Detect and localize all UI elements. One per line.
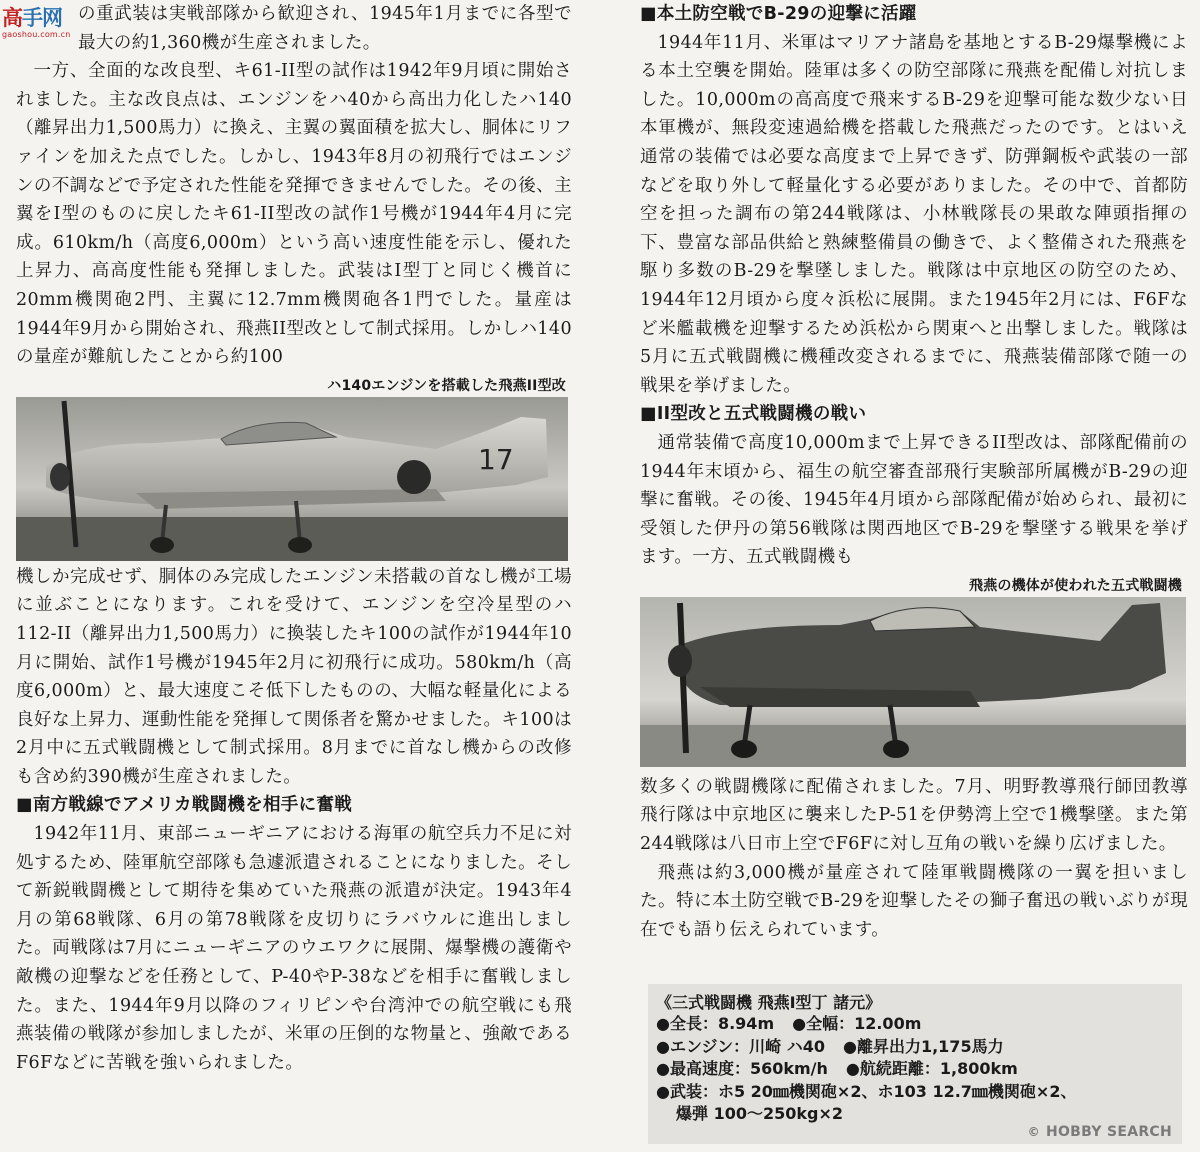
photo-ki61-ii-kai: [16, 397, 568, 561]
left-paragraph-1: の重武装は実戦部隊から歓迎され、1945年1月までに各型で最大の約1,360機が生産されました。: [78, 4, 572, 53]
spec-range: ●航続距離：1,800km: [845, 1059, 1018, 1078]
section-heading-south-front: ■南方戦線でアメリカ戦闘機を相手に奮戦: [16, 795, 353, 816]
brand-text: HOBBY SEARCH: [1045, 1124, 1172, 1140]
aircraft-photo-2: [640, 597, 1186, 767]
right-paragraph-1: 1944年11月、米軍はマリアナ諸島を基地とするB-29爆撃機による本土空襲を開始。陸軍は多くの防空部隊に飛燕を配備し対抗しました。10,000mの高高度で飛来するB-29を迎撃可能な数少ない日本軍機が、無段変速過給機を搭載した飛燕だったのです。とはいえ通常の装備では必要な高度まで上昇できず、防弾鋼板や武装の一部などを取り外して軽量化する必要がありました。その中で、首都防空を担った調布の第244戦隊は、小林戦隊長の果敢な陣頭指揮の下、豊富な部品供給と熟練整備員の働きで、よく整備された飛燕を駆り多数のB-29を撃墜しました。戦隊は中京地区の防空のため、1944年12月頃から度々浜松に展開。また1945年2月には、F6Fなど米艦載機を迎撃するため浜松から関東へと出撃しました。戦隊は5月に五式戦闘機に機種改変されるまでに、飛燕装備部隊で随一の戦果を挙げました。: [640, 32, 1188, 396]
spec-power: ●離昇出力1,175馬力: [843, 1036, 1004, 1056]
left-column: [16, 0, 572, 1077]
right-paragraph-4: 飛燕は約3,000機が量産されて陸軍戦闘機隊の一翼を担いました。特に本土防空戦でB-29を迎撃したその獅子奮迅の戦いぶりが現在でも語り伝えられています。: [640, 862, 1188, 940]
spec-span: ●全幅：12.00m: [792, 1014, 922, 1033]
photo-type5-fighter: [640, 597, 1186, 767]
spec-engine: ●エンジン：川崎 ハ40: [656, 1036, 825, 1056]
spec-row-performance: [648, 1058, 1182, 1081]
spec-title: 《三式戦闘機 飛燕I型丁 諸元》: [656, 993, 882, 1012]
spec-row-engine: [648, 1036, 1182, 1059]
logo-url: gaoshou.com.cn: [2, 30, 71, 39]
hobby-search-watermark: [1028, 1124, 1172, 1140]
photo-caption-type5: 飛燕の機体が使われた五式戦闘機: [969, 577, 1182, 594]
spec-box: [648, 984, 1182, 1144]
spec-row-dimensions: [648, 1013, 1182, 1036]
spec-bombs: [648, 1103, 1182, 1126]
spec-row-armament: [648, 1081, 1182, 1104]
logo-mark: 高手网: [2, 6, 62, 30]
trademark-icon: ©: [1027, 1125, 1040, 1139]
photo-caption-ki61-ii: ハ140エンジンを搭載した飛燕II型改: [327, 377, 566, 394]
right-paragraph-3: 数多くの戦闘機隊に配備されました。7月、明野教導飛行師団教導飛行隊は中京地区に襲来したP-51を伊勢湾上空で1機撃墜。また第244戦隊は八日市上空でF6Fに対し互角の戦いを繰り広げました。: [640, 776, 1188, 855]
spec-speed: ●最高速度：560km/h: [656, 1059, 828, 1078]
spec-length: ●全長：8.94m: [656, 1014, 775, 1033]
left-paragraph-3: 機しか完成せず、胴体のみ完成したエンジン未搭載の首なし機が工場に並ぶことになります。これを受けて、エンジンを空冷星型のハ112-II（離昇出力1,500馬力）に換装したキ100の試作が1944年10月に開始、試作1号機が1945年2月に初飛行に成功。580km/h（高度6,000m）と、最大速度こそ低下したものの、大幅な軽量化による良好な上昇力、運動性能を発揮して関係者を驚かせました。キ100は2月中に五式戦闘機として制式採用。8月までに首なし機からの改修も含め約390機が生産されました。: [16, 566, 572, 787]
right-column: [640, 0, 1188, 944]
section-heading-type2-vs-type5: ■II型改と五式戦闘機の戦い: [640, 404, 867, 425]
spec-armament: ●武装：ホ5 20㎜機関砲×2、ホ103 12.7㎜機関砲×2、: [656, 1081, 1077, 1101]
left-paragraph-2: 一方、全面的な改良型、キ61-II型の試作は1942年9月頃に開始されました。主な改良点は、エンジンをハ40から高出力化したハ140（離昇出力1,500馬力）に換え、主翼の翼面積を拡大し、胴体にリファインを加えた点でした。しかし、1943年8月の初飛行ではエンジンの不調などで予定された性能を発揮できませんでした。その後、主翼をI型のものに戻したキ61-II型改の試作1号機が1944年4月に完成。610km/h（高度6,000m）という高い速度性能を示し、優れた上昇力、高高度性能も発揮しました。武装はI型丁と同じく機首に20mm機関砲2門、主翼に12.7mm機関砲各1門でした。量産は1944年9月から開始され、飛燕II型改として制式採用。しかしハ140の量産が難航したことから約100: [16, 61, 572, 368]
spec-bombs-text: 爆弾 100〜250kg×2: [676, 1104, 844, 1123]
right-paragraph-2: 通常装備で高度10,000mまで上昇できるII型改は、部隊配備前の1944年末頃から、福生の航空審査部飛行実験部所属機がB-29の迎撃に奮戦。その後、1945年4月頃から部隊配備が始められ、最初に受領した伊丹の第56戦隊は関西地区でB-29を撃墜する戦果を挙げます。一方、五式戦闘機も: [640, 432, 1188, 568]
section-heading-home-defense: ■本土防空戦でB-29の迎撃に活躍: [640, 4, 917, 24]
left-paragraph-4: 1942年11月、東部ニューギニアにおける海軍の航空兵力不足に対処するため、陸軍航空部隊も急遽派遣されることになりました。そして新鋭戦闘機として期待を集めていた飛燕の派遣が決定。1943年4月の第68戦隊、6月の第78戦隊を皮切りにラバウルに進出しました。両戦隊は7月にニューギニアのウエワクに展開、爆撃機の護衛や敵機の迎撃などを任務として、P-40やP-38などを相手に奮戦しました。また、1944年9月以降のフィリピンや台湾沖での航空戦にも飛燕装備の戦隊が参加しましたが、米軍の圧倒的な物量と、強敵であるF6Fなどに苦戦を強いられました。: [16, 824, 572, 1073]
tail-number: 17: [478, 442, 514, 476]
aircraft-photo-1: [16, 397, 568, 561]
